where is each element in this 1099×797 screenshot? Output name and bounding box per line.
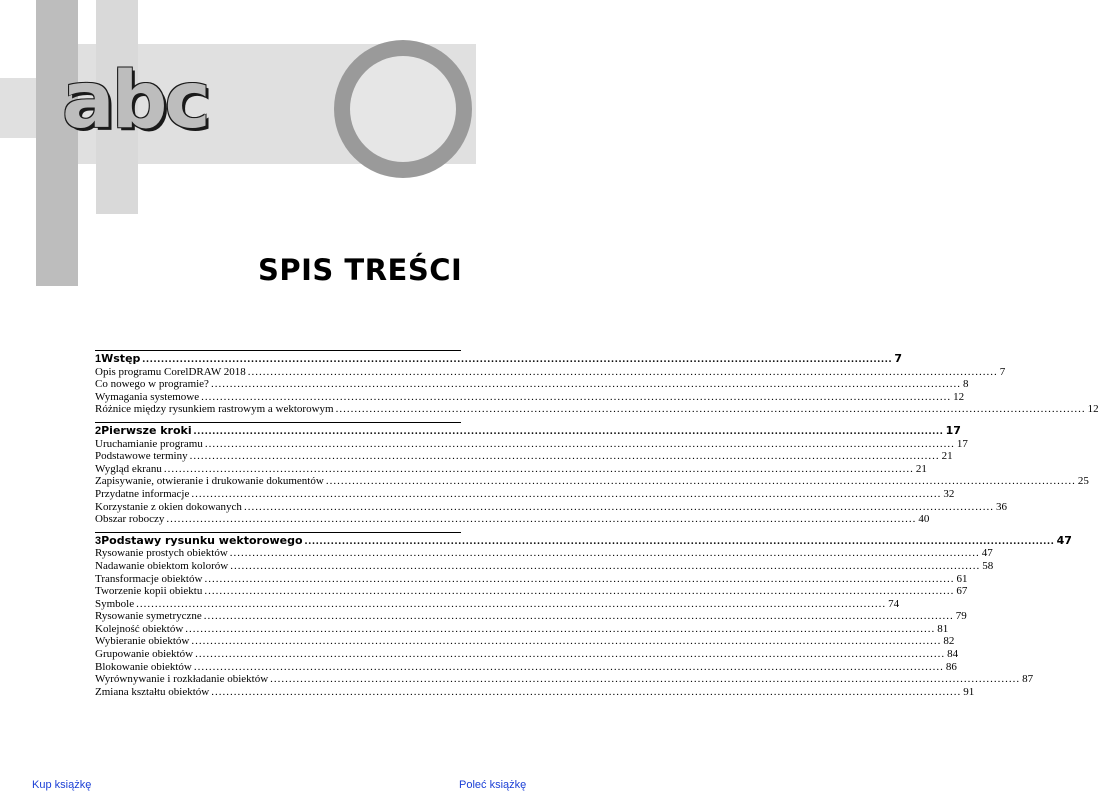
- chapter-title: Pierwsze kroki: [101, 423, 192, 437]
- chapter-title: Wstęp: [101, 352, 141, 365]
- toc-row[interactable]: [95, 635, 955, 648]
- chapter-block: [95, 532, 1072, 699]
- toc-row[interactable]: [95, 685, 975, 699]
- section-title: Wygląd ekranu: [95, 462, 162, 475]
- dot-leader: ........................................................................................................................................................................................................: [270, 673, 1021, 686]
- section-title: Tworzenie kopii obiektu: [95, 585, 203, 598]
- toc-entry: [95, 648, 958, 661]
- table-of-contents: [95, 350, 1099, 704]
- section-title: Korzystanie z okien dokowanych: [95, 500, 242, 513]
- section-title: Kolejność obiektów: [95, 622, 184, 635]
- toc-row[interactable]: [95, 559, 994, 573]
- toc-entry: [95, 585, 967, 598]
- abc-logo: abc: [62, 56, 208, 146]
- toc-entry: [95, 623, 948, 636]
- toc-row[interactable]: [95, 437, 968, 451]
- page-number: 21: [941, 450, 953, 463]
- dot-leader: ........................................................................................................................................................................................................: [201, 390, 952, 403]
- toc-row[interactable]: [95, 673, 1034, 686]
- page-number: 12: [953, 390, 965, 403]
- page-number: 74: [888, 597, 900, 610]
- dot-leader: ........................................................................................................................................................................................................: [325, 475, 1076, 488]
- section-title: Zmiana kształtu obiektów: [95, 685, 210, 698]
- dot-leader: ........................................................................................................................................................................................................: [195, 648, 946, 661]
- dot-leader: ........................................................................................................................................................................................................: [203, 610, 954, 623]
- toc-row[interactable]: [95, 500, 1007, 514]
- page-number: 17: [945, 423, 961, 437]
- page-number: 91: [963, 685, 975, 698]
- dot-leader: ........................................................................................................................................................................................................: [335, 403, 1086, 416]
- page-number: 8: [962, 378, 969, 391]
- toc-row[interactable]: [95, 475, 1089, 488]
- toc-entry: [95, 475, 1089, 488]
- dot-leader: ........................................................................................................................................................................................................: [211, 685, 962, 698]
- chapter-block: [95, 422, 1089, 526]
- section-title: Różnice między rysunkiem rastrowym a wektorowym: [95, 403, 334, 416]
- toc-row[interactable]: [95, 585, 968, 598]
- dot-leader: ........................................................................................................................................................................................................: [189, 450, 940, 463]
- toc-row[interactable]: [95, 365, 1006, 379]
- dot-leader: ........................................................................................................................................................................................................: [193, 660, 944, 673]
- page-number: 67: [956, 585, 968, 598]
- dot-leader: ........................................................................................................................................................................................................: [204, 437, 955, 450]
- dot-leader: ........................................................................................................................................................................................................: [142, 353, 893, 365]
- chapter-heading-row[interactable]: [95, 423, 961, 438]
- section-title: Blokowanie obiektów: [95, 660, 192, 673]
- toc-entry: [101, 353, 902, 366]
- toc-row[interactable]: [95, 572, 968, 586]
- toc-entry: [95, 463, 927, 476]
- page-number: 47: [1056, 533, 1072, 547]
- dot-leader: ........................................................................................................................................................................................................: [163, 462, 914, 475]
- toc-entry: [95, 513, 929, 526]
- toc-entry: [95, 661, 957, 674]
- section-title: Uruchamianie programu: [95, 437, 203, 450]
- chapter-number: 3: [95, 534, 102, 547]
- dot-leader: ........................................................................................................................................................................................................: [247, 365, 998, 378]
- toc-entry: [95, 378, 968, 391]
- toc-row[interactable]: [95, 610, 967, 623]
- chapter-heading-row[interactable]: [95, 533, 1072, 548]
- dot-leader: ........................................................................................................................................................................................................: [185, 622, 936, 635]
- section-title: Nadawanie obiektom kolorów: [95, 559, 229, 572]
- page-number: 84: [947, 648, 959, 661]
- toc-entry: [95, 391, 964, 404]
- page-number: 58: [982, 559, 994, 572]
- page-number: 32: [943, 487, 955, 500]
- page-number: 86: [945, 660, 957, 673]
- section-title: Symbole: [95, 597, 135, 610]
- dot-leader: ........................................................................................................................................................................................................: [193, 424, 944, 437]
- toc-entry: [101, 425, 961, 438]
- toc-entry: [95, 438, 968, 451]
- page-number: 21: [915, 462, 927, 475]
- page-number: 25: [1077, 475, 1089, 488]
- toc-entry: [95, 598, 899, 611]
- toc-row[interactable]: [95, 597, 900, 611]
- toc-row[interactable]: [95, 660, 957, 674]
- toc-row[interactable]: [95, 390, 965, 404]
- section-title: Rysowanie symetryczne: [95, 610, 202, 623]
- dot-leader: ........................................................................................................................................................................................................: [204, 572, 955, 585]
- page-number: 87: [1022, 673, 1034, 686]
- page-number: 7: [999, 365, 1006, 378]
- page-number: 61: [956, 572, 968, 585]
- dot-leader: ........................................................................................................................................................................................................: [230, 559, 981, 572]
- recommend-book-link[interactable]: Poleć książkę: [459, 779, 527, 791]
- dot-leader: ........................................................................................................................................................................................................: [229, 547, 980, 560]
- toc-entry: [95, 610, 967, 623]
- page-number: 47: [981, 547, 993, 560]
- toc-entry: [95, 673, 1033, 686]
- section-title: Grupowanie obiektów: [95, 648, 194, 661]
- page-number: 79: [955, 610, 967, 623]
- chapter-heading-row[interactable]: [95, 352, 903, 366]
- chapter-block: [95, 350, 1099, 416]
- page-number: 36: [995, 500, 1007, 513]
- section-title: Co nowego w programie?: [95, 378, 209, 391]
- toc-entry: [95, 403, 1099, 416]
- page-number: 82: [943, 635, 955, 648]
- dot-leader: ........................................................................................................................................................................................................: [191, 635, 942, 648]
- chapter-number: 2: [95, 424, 102, 437]
- section-title: Obszar roboczy: [95, 513, 165, 526]
- toc-entry: [95, 573, 967, 586]
- page-number: 12: [1087, 403, 1099, 416]
- toc-row[interactable]: [95, 622, 949, 636]
- chapter-title: Podstawy rysunku wektorowego: [101, 533, 303, 547]
- section-title: Wyrównywanie i rozkładanie obiektów: [95, 673, 269, 686]
- toc-entry: [95, 488, 954, 501]
- dot-leader: ........................................................................................................................................................................................................: [304, 534, 1055, 547]
- header-band-left: [0, 78, 36, 138]
- toc-entry: [95, 501, 1007, 514]
- toc-entry: [95, 547, 993, 560]
- toc-row[interactable]: [95, 487, 955, 501]
- section-title: Transformacje obiektów: [95, 572, 203, 585]
- dot-leader: ........................................................................................................................................................................................................: [204, 585, 955, 598]
- dot-leader: ........................................................................................................................................................................................................: [191, 487, 942, 500]
- section-title: Zapisywanie, otwieranie i drukowanie dokumentów: [95, 475, 324, 488]
- section-title: Podstawowe terminy: [95, 450, 188, 463]
- toc-row[interactable]: [95, 513, 930, 526]
- chapter-number: 1: [95, 353, 102, 365]
- section-title: Rysowanie prostych obiektów: [95, 547, 228, 560]
- section-title: Wybieranie obiektów: [95, 635, 190, 648]
- toc-entry: [95, 635, 954, 648]
- toc-entry: [95, 450, 953, 463]
- toc-row[interactable]: [95, 462, 927, 476]
- page-number: 7: [894, 352, 903, 365]
- page-title: SPIS TREŚCI: [258, 253, 463, 287]
- page-number: 81: [937, 622, 949, 635]
- toc-row[interactable]: [95, 547, 993, 560]
- section-title: Opis programu CorelDRAW 2018: [95, 365, 246, 378]
- toc-entry: [95, 560, 993, 573]
- section-title: Wymagania systemowe: [95, 390, 200, 403]
- toc-row[interactable]: [95, 378, 969, 391]
- dot-leader: ........................................................................................................................................................................................................: [210, 378, 961, 391]
- toc-entry: [101, 535, 1072, 548]
- toc-row[interactable]: [95, 403, 1099, 416]
- decor-ring-inner: [350, 56, 456, 162]
- dot-leader: ........................................................................................................................................................................................................: [136, 597, 887, 610]
- toc-entry: [95, 686, 974, 699]
- page-number: 40: [918, 513, 930, 526]
- toc-row[interactable]: [95, 648, 959, 661]
- dot-leader: ........................................................................................................................................................................................................: [166, 513, 917, 526]
- toc-entry: [95, 366, 1005, 379]
- page-number: 17: [956, 437, 968, 450]
- dot-leader: ........................................................................................................................................................................................................: [243, 500, 994, 513]
- section-title: Przydatne informacje: [95, 487, 190, 500]
- buy-book-link[interactable]: Kup książkę: [32, 779, 92, 791]
- toc-row[interactable]: [95, 450, 953, 463]
